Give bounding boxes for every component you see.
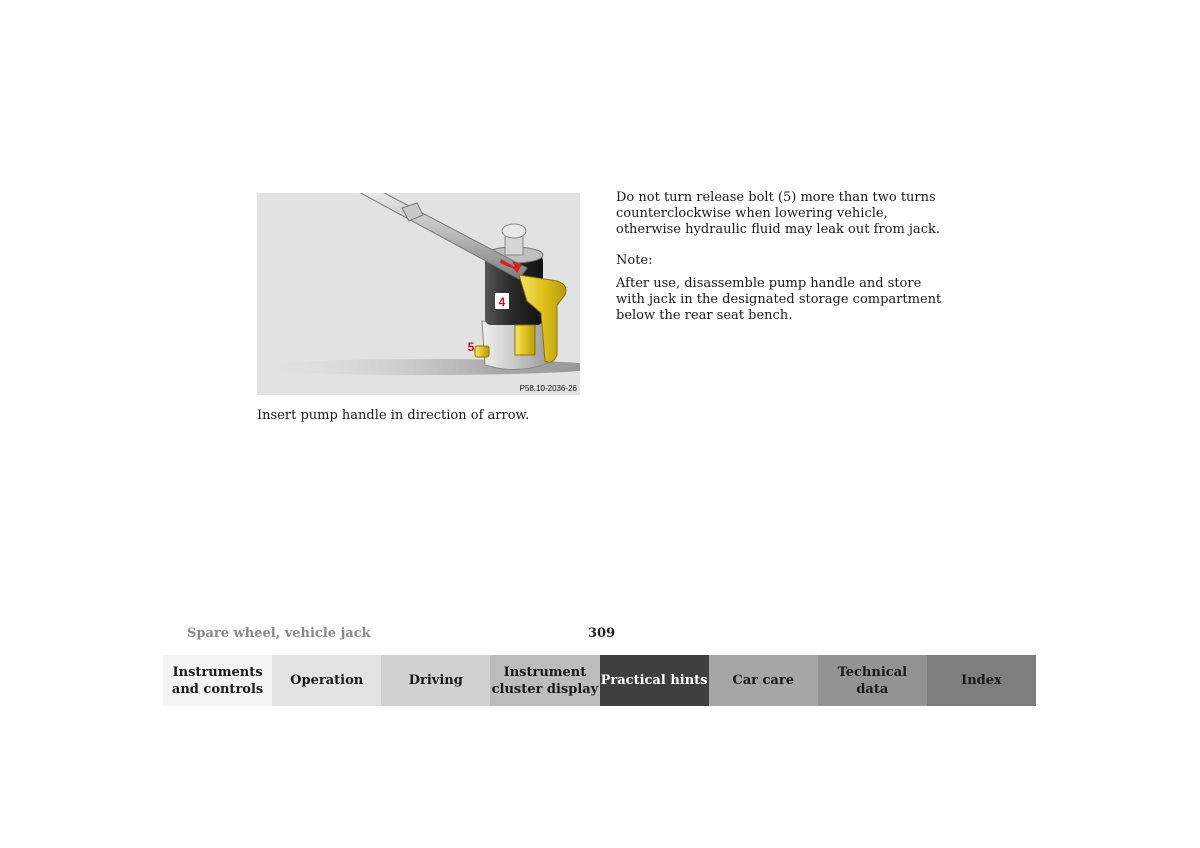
tab-instruments-and-controls[interactable]: Instruments and controls	[163, 655, 272, 706]
note-label: Note:	[616, 253, 653, 268]
note-text: After use, disassemble pump handle and store with jack in the designated storage compartment below the rear seat bench.	[616, 276, 942, 323]
tab-instrument-cluster-display[interactable]: Instrument cluster display	[490, 655, 599, 706]
saddle	[502, 224, 526, 238]
pump-rod	[357, 193, 527, 279]
tab-technical-data[interactable]: Technical data	[818, 655, 927, 706]
tab-index[interactable]: Index	[927, 655, 1036, 706]
warning-text: Do not turn release bolt (5) more than two turns counterclockwise when lowering vehicle, otherwise hydraulic fluid may leak out from jack.	[616, 190, 940, 237]
release-bolt	[475, 346, 489, 357]
figure-caption: Insert pump handle in direction of arrow.	[257, 408, 530, 423]
page-number: 309	[588, 626, 616, 641]
label-5: 5	[467, 340, 475, 354]
section-title: Spare wheel, vehicle jack	[187, 626, 371, 641]
tab-driving[interactable]: Driving	[381, 655, 490, 706]
jack-drawing	[257, 193, 580, 395]
pump-piston	[515, 325, 535, 355]
tab-car-care[interactable]: Car care	[709, 655, 818, 706]
instructions-column	[616, 190, 951, 339]
tab-operation[interactable]: Operation	[272, 655, 381, 706]
jack-illustration	[257, 193, 580, 395]
tab-practical-hints[interactable]: Practical hints	[600, 655, 709, 706]
label-4: 4	[498, 295, 506, 309]
figure-code: P58.10-2036-26	[519, 384, 577, 393]
chapter-tabs	[163, 655, 1036, 706]
